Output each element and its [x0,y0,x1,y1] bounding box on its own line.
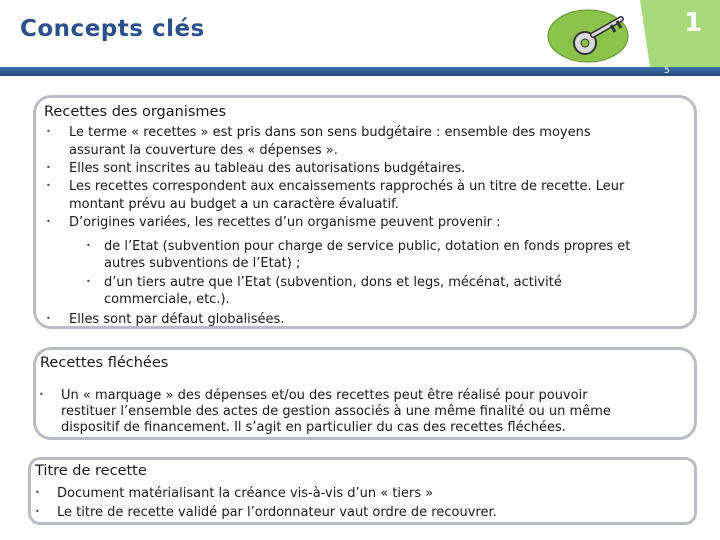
box2-item-1-line-1: Un « marquage » des dépenses et/ou des recettes peut être réalisé pour pouvoir [61,388,588,403]
box1-item-3-line-1: Les recettes correspondent aux encaissements rapprochés à un titre de recette. Leur [69,179,625,194]
box1-heading: Recettes des organismes [44,104,227,120]
box2-heading: Recettes fléchées [40,355,169,371]
box1-item-3-line-2: montant prévu au budget a un caractère évaluatif. [69,197,399,212]
box1-item-5-line-1: Elles sont par défaut globalisées. [69,312,285,327]
box1-item-1-line-2: assurant la couverture des « dépenses ». [69,143,338,158]
bullet: • [46,127,51,136]
section-number: 1 [684,8,703,38]
box1-item-2-line-1: Elles sont inscrites au tableau des autorisations budgétaires. [69,161,466,176]
bullet: • [46,181,51,190]
bullet: • [46,163,51,172]
box1-item-4-line-1: D’origines variées, les recettes d’un organisme peuvent provenir : [69,215,501,230]
bullet: • [35,488,40,497]
bullet: • [46,314,51,323]
header-bar [0,67,720,76]
key-icon [545,5,635,67]
bullet: • [39,390,44,399]
box3-item-2-line-1: Le titre de recette validé par l’ordonnateur vaut ordre de recouvrer. [57,505,497,520]
slide-title: Concepts clés [20,16,205,42]
box1-subitem-1-line-2: autres subventions de l’Etat) ; [104,256,301,271]
box1-item-1-line-1: Le terme « recettes » est pris dans son sens budgétaire : ensemble des moyens [69,125,591,140]
box1-subitem-2-line-1: d’un tiers autre que l’Etat (subvention, dons et legs, mécénat, activité [104,275,562,290]
box3-heading: Titre de recette [35,463,147,479]
sub-bullet: • [86,277,91,286]
page-number: 5 [664,66,670,76]
bullet: • [35,507,40,516]
box2-item-1-line-3: dispositif de financement. Il s’agit en particulier du cas des recettes fléchées. [61,420,566,435]
box1-subitem-1-line-1: de l’Etat (subvention pour charge de service public, dotation en fonds propres et [104,239,631,254]
box2-item-1-line-2: restituer l’ensemble des actes de gestion associés à une même finalité ou un même [61,404,611,419]
corner-tab-shape [640,0,720,67]
box3-item-1-line-1: Document matérialisant la créance vis-à-vis d’un « tiers » [57,486,434,501]
box1-subitem-2-line-2: commerciale, etc.). [104,292,230,307]
bullet: • [46,217,51,226]
sub-bullet: • [86,241,91,250]
